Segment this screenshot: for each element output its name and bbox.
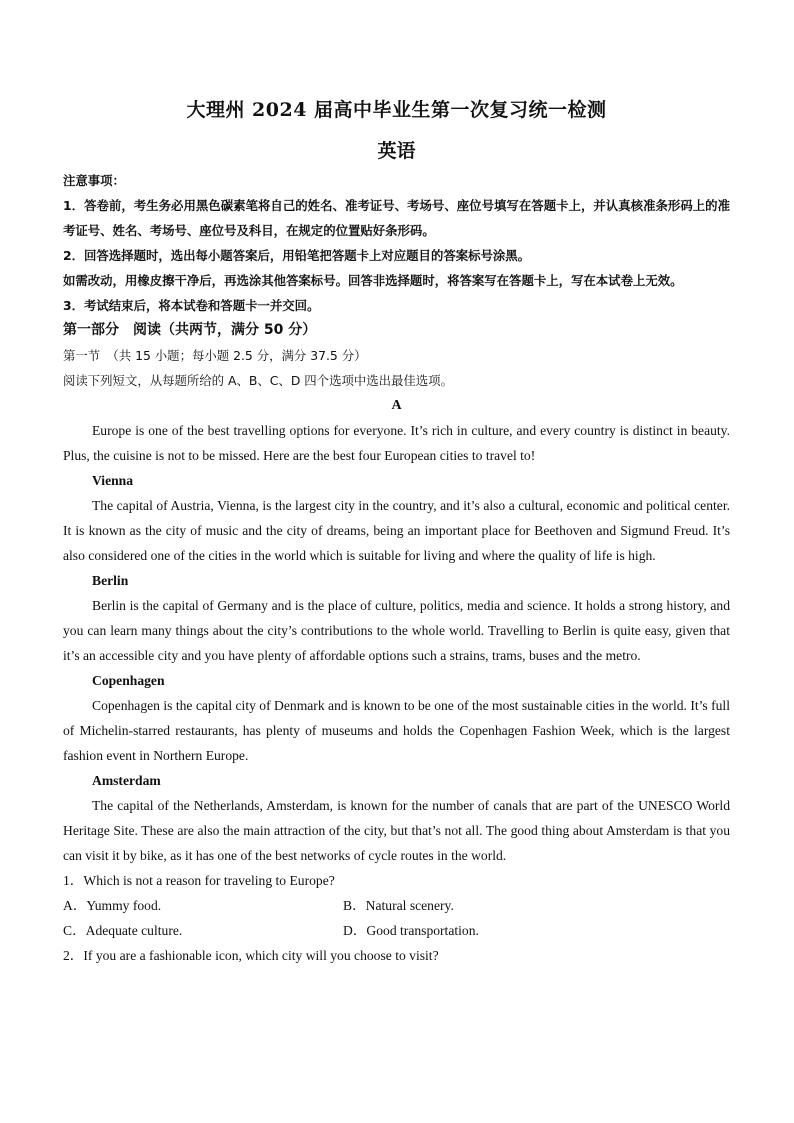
question-1-options-row-1	[63, 893, 730, 918]
note-item-1: 1．答卷前，考生务必用黑色碳素笔将自己的姓名、准考证号、考场号、座位号填写在答题卡上，并认真核准条形码上的准考证号、姓名、考场号、座位号及科目，在规定的位置贴好条形码。	[63, 198, 730, 238]
city-text-berlin: Berlin is the capital of Germany and is the place of culture, politics, media and science. It holds a strong history, and you can learn many things about the city’s contributions to the whole world. Travelling to Berlin is quite easy, given that it’s an accessible city and you have plenty of affordable options such a strains, trams, buses and the metro.	[63, 598, 730, 663]
question-1-option-c: C．Adequate culture.	[63, 923, 183, 938]
note-item-2-continued: 如需改动，用橡皮擦干净后，再选涂其他答案标号。回答非选择题时，将答案写在答题卡上，写在本试卷上无效。	[63, 273, 683, 288]
passage-intro: Europe is one of the best travelling options for everyone. It’s rich in culture, and every country is distinct in beauty. Plus, the cuisine is not to be missed. Here are the best four European cities to travel to!	[63, 423, 730, 463]
exam-page	[63, 96, 730, 968]
section-instruction: 阅读下列短文，从每题所给的 A、B、C、D 四个选项中选出最佳选项。	[63, 373, 453, 388]
subject-title: 英语	[377, 140, 416, 162]
note-item-2: 2．回答选择题时，选出每小题答案后，用铅笔把答题卡上对应题目的答案标号涂黑。	[63, 248, 531, 263]
question-1-option-d: D．Good transportation.	[343, 923, 479, 938]
exam-title: 大理州 2024 届高中毕业生第一次复习统一检测	[186, 99, 607, 121]
city-text-vienna: The capital of Austria, Vienna, is the largest city in the country, and it’s also a cultural, economic and political center. It is known as the city of music and the city of dreams, being an important place for Beethoven and Sigmund Freud. It’s also considered one of the cities in the world which is suitable for living and where the quality of life is high.	[63, 498, 730, 563]
question-1-option-b: B．Natural scenery.	[343, 898, 454, 913]
question-2-stem: 2．If you are a fashionable icon, which city will you choose to visit?	[63, 948, 439, 963]
passage-letter: A	[391, 398, 402, 413]
city-heading-vienna: Vienna	[92, 473, 134, 488]
city-heading-copenhagen: Copenhagen	[92, 673, 165, 688]
question-1-options-row-2	[63, 918, 730, 943]
question-1-stem: 1．Which is not a reason for traveling to Europe?	[63, 873, 335, 888]
city-heading-berlin: Berlin	[92, 573, 129, 588]
question-1-option-a: A．Yummy food.	[63, 898, 162, 913]
part-heading: 第一部分 阅读（共两节，满分 50 分）	[63, 322, 317, 338]
city-text-copenhagen: Copenhagen is the capital city of Denmark and is known to be one of the most sustainable cities in the world. It’s full of Michelin-starred restaurants, has plenty of museums and holds the Copenhagen Fashion Week, which is the largest fashion event in Northern Europe.	[63, 698, 730, 763]
section-heading: 第一节 （共 15 小题；每小题 2.5 分，满分 37.5 分）	[63, 348, 367, 363]
city-text-amsterdam: The capital of the Netherlands, Amsterdam, is known for the number of canals that are part of the UNESCO World Heritage Site. These are also the main attraction of the city, but that’s not all. The good thing about Amsterdam is that you can visit it by bike, as it has one of the best networks of cycle routes in the world.	[63, 798, 730, 863]
city-heading-amsterdam: Amsterdam	[92, 773, 161, 788]
note-item-3: 3．考试结束后，将本试卷和答题卡一并交回。	[63, 298, 320, 313]
notes-heading: 注意事项：	[63, 173, 125, 188]
